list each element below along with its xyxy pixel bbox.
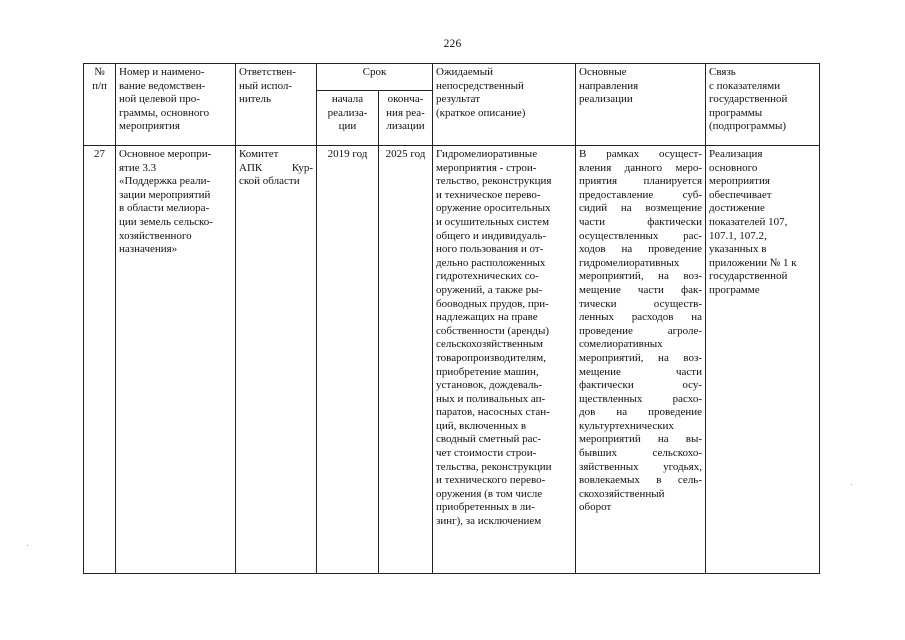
row-expected-line: и осушительных систем [436, 215, 550, 228]
header-expected-line: результат [436, 93, 481, 106]
scan-speck [27, 545, 28, 546]
header-row-1 [84, 64, 820, 91]
row-expected-line: тельство, реконструкция [436, 175, 552, 188]
row-expected-line: ного пользования и от- [436, 243, 544, 256]
row-expected-line: товаропроизводителям, [436, 351, 546, 364]
header-expected-line: (краткое описание) [436, 106, 526, 119]
row-directions-line: сидий на возмещение [579, 202, 702, 215]
header-directions-line: направления [579, 79, 639, 92]
row-program-line: Основное меропри- [119, 148, 212, 160]
row-link-line: основного [709, 161, 758, 174]
document-table-wrapper [83, 63, 819, 574]
row-link-line: указанных в [709, 243, 767, 256]
row-expected-line: гидротехнических со- [436, 270, 539, 283]
row-responsible-line: Комитет [239, 148, 279, 160]
header-num [84, 64, 116, 146]
row-expected-line: зинг), за исключением [436, 515, 542, 528]
row-responsible-line: ской области [239, 175, 300, 188]
page-number: 226 [443, 38, 462, 50]
header-end-line: ния реа- [386, 106, 425, 119]
header-end [379, 91, 433, 146]
row-link-line: мероприятия [709, 175, 770, 188]
header-responsible-line: Ответствен- [239, 66, 296, 78]
row-program-line: «Поддержка реали- [119, 175, 211, 188]
row-program-line: ятие 3.3 [119, 161, 157, 174]
header-term: Срок [317, 64, 433, 91]
header-link-line: программы [709, 106, 763, 119]
row-expected-line: общего и индивидуаль- [436, 229, 547, 242]
header-num-line: п/п [92, 79, 107, 92]
row-expected-line: ций, включенных в [436, 419, 527, 432]
row-expected-line: оружения (в том числе [436, 487, 543, 500]
row-directions-line: осуществленных рас- [579, 229, 702, 242]
row-link-line: приложении № 1 к [709, 256, 797, 269]
row-directions-line: части фактически [579, 215, 702, 228]
row-directions-line: вления данного меро- [579, 161, 702, 174]
row-directions-line: оборот [579, 501, 612, 514]
row-expected-line: оружение оросительных [436, 202, 551, 215]
header-start-line: реализа- [327, 106, 368, 119]
row-expected-line: приобретение машин, [436, 365, 539, 378]
row-expected-line: Гидромелиоративные [436, 148, 538, 160]
row-expected-line: паратов, насосных стан- [436, 406, 550, 419]
row-expected-line: собственности (аренды) [436, 324, 550, 337]
row-directions-line: дов на проведение [579, 406, 702, 419]
row-expected-line: приобретенных в ли- [436, 501, 535, 514]
header-expected [433, 64, 576, 146]
row-expected-line: надлежащих на праве [436, 311, 538, 324]
row-expected-line: дельно расположенных [436, 256, 546, 269]
header-responsible [236, 64, 317, 146]
header-program-line: вание ведомствен- [119, 79, 206, 92]
row-num: 27 [84, 146, 116, 574]
row-directions-line: ходов на проведение [579, 243, 702, 256]
header-expected-line: непосредственный [436, 79, 524, 92]
header-responsible-line: нитель [239, 93, 271, 106]
row-directions-line: гидромелиоративных [579, 256, 680, 269]
row-link-line: обеспечивает [709, 188, 772, 201]
row-start: 2019 год [317, 146, 379, 574]
row-expected-line: установок, дождеваль- [436, 379, 543, 392]
row-expected-line: тельства, реконструкции [436, 460, 552, 473]
row-end: 2025 год [379, 146, 433, 574]
header-start-line: ции [338, 120, 357, 133]
row-link-line: программе [709, 283, 760, 296]
row-link [706, 146, 820, 574]
row-directions [576, 146, 706, 574]
row-expected-line: оружений, а также ры- [436, 283, 543, 296]
row-expected-line: сводный сметный рас- [436, 433, 542, 446]
row-directions-line: фактически осу- [579, 379, 702, 392]
row-program-line: зации мероприятий [119, 188, 211, 201]
row-directions-line: вовлекаемых в сель- [579, 474, 702, 487]
row-directions-line: культуртехнических [579, 419, 674, 432]
row-directions-line: мещение части [579, 365, 702, 378]
row-directions-line: мещение части фак- [579, 283, 702, 296]
header-directions-line: Основные [579, 66, 627, 78]
row-link-line: Реализация [709, 148, 763, 160]
header-end-line: оконча- [387, 93, 424, 105]
header-responsible-line: ный испол- [239, 79, 293, 92]
row-expected-line: и технического перево- [436, 474, 546, 487]
row-directions-line: ленных расходов на [579, 311, 702, 324]
header-link-line: Связь [709, 66, 736, 78]
row-link-line: государственной [709, 270, 788, 283]
row-expected-line: чет стоимости строи- [436, 447, 537, 460]
row-link-line: показателей 107, [709, 215, 788, 228]
row-directions-line: предоставление суб- [579, 188, 702, 201]
row-program-line: в области мелиора- [119, 202, 210, 215]
row-directions-line: В рамках осущест- [579, 148, 702, 160]
header-program [116, 64, 236, 146]
header-start [317, 91, 379, 146]
row-expected-line: сельскохозяйственным [436, 338, 543, 351]
row-directions-line: приятия планируется [579, 175, 702, 188]
header-directions [576, 64, 706, 146]
row-expected-line: ных и поливальных ап- [436, 392, 546, 405]
header-link-line: (подпрограммы) [709, 120, 787, 133]
row-directions-line: бывших сельскохо- [579, 447, 702, 460]
header-program-line: Номер и наимено- [119, 66, 205, 78]
row-expected-line: и техническое перево- [436, 188, 541, 201]
row-expected-line: бооводных прудов, при- [436, 297, 549, 310]
header-num-line: № [94, 66, 105, 78]
scan-speck [851, 484, 852, 485]
row-directions-line: сомелиоративных [579, 338, 663, 351]
header-directions-line: реализации [579, 93, 633, 106]
row-directions-line: проведение агроле- [579, 324, 702, 337]
row-program-line: назначения» [119, 243, 178, 256]
header-link-line: государственной [709, 93, 788, 106]
header-program-line: ной целевой про- [119, 93, 200, 106]
row-directions-line: ществленных расхо- [579, 392, 702, 405]
row-directions-line: зяйственных угодьях, [579, 460, 702, 473]
header-end-line: лизации [386, 120, 425, 133]
row-link-line: достижение [709, 202, 765, 215]
header-program-line: мероприятия [119, 120, 180, 133]
row-link-line: 107.1, 107.2, [709, 229, 767, 242]
header-program-line: граммы, основного [119, 106, 210, 119]
row-program [116, 146, 236, 574]
header-expected-line: Ожидаемый [436, 66, 494, 78]
row-responsible-line: АПК Кур- [239, 161, 313, 174]
row-directions-line: мероприятий, на воз- [579, 270, 702, 283]
program-table [83, 63, 820, 574]
row-directions-line: тически осуществ- [579, 297, 702, 310]
row-directions-line: мероприятий, на воз- [579, 351, 702, 364]
row-expected [433, 146, 576, 574]
row-directions-line: мероприятий на вы- [579, 433, 702, 446]
row-program-line: ции земель сельско- [119, 215, 213, 228]
table-row [84, 146, 820, 574]
row-expected-line: мероприятия - строи- [436, 161, 537, 174]
header-link [706, 64, 820, 146]
header-link-line: с показателями [709, 79, 781, 92]
row-program-line: хозяйственного [119, 229, 192, 242]
row-directions-line: скохозяйственный [579, 487, 665, 500]
header-start-line: начала [331, 93, 364, 105]
row-responsible [236, 146, 317, 574]
